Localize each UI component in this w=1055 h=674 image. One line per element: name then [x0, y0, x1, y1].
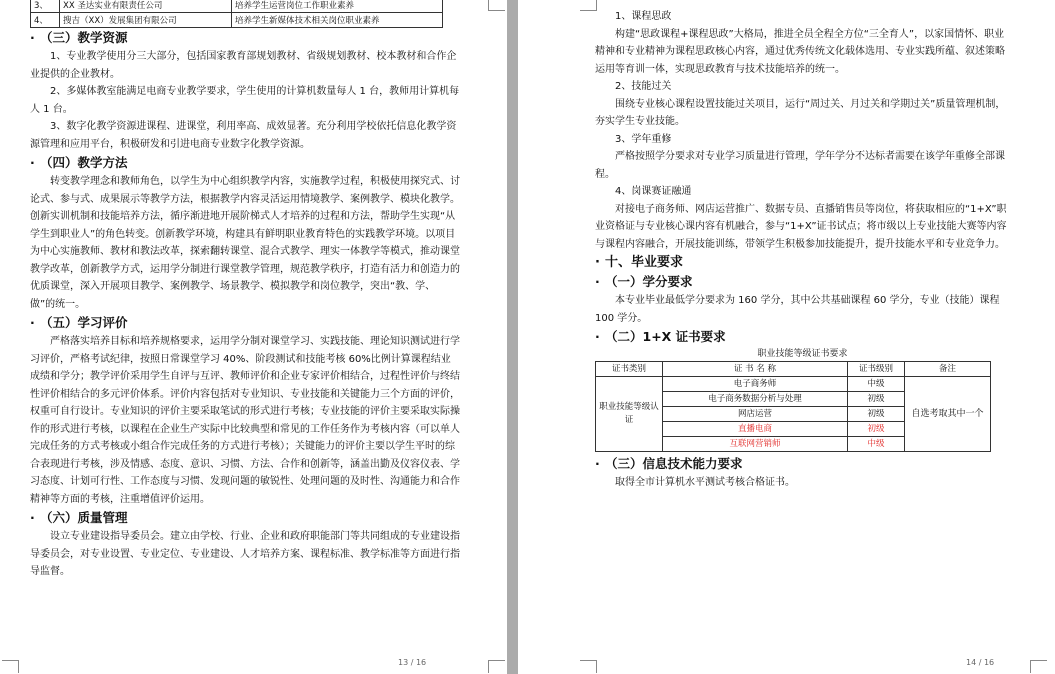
crop-mark — [488, 0, 505, 11]
table-cell: 搜吉（XX）发展集团有限公司 — [60, 13, 232, 28]
table-cell: 网店运营 — [663, 407, 848, 422]
crop-mark — [2, 660, 19, 673]
crop-mark — [488, 660, 505, 673]
document-page-14 — [518, 0, 1055, 674]
page-number: 14 / 16 — [966, 658, 995, 667]
paragraph: 设立专业建设指导委员会。建立由学校、行业、企业和政府职能部门等共同组成的专业建设指导委员会，对专业设置、专业定位、专业建设、人才培养方案、课程标准、教学标准等方面进行指导监督。 — [30, 531, 460, 577]
table-cell: 培养学生运营岗位工作职业素养 — [232, 0, 443, 13]
certificate-table — [595, 361, 991, 452]
paragraph: 本专业毕业最低学分要求为 160 学分，其中公共基础课程 60 学分，专业（技能）课程 100 学分。 — [595, 295, 1000, 324]
table-cell: 3、 — [31, 0, 60, 13]
page-content — [30, 0, 460, 581]
table-cell: 直播电商 — [663, 422, 848, 437]
table-row — [596, 377, 991, 392]
item-title: 1、课程思政 — [615, 11, 672, 22]
table-header: 证 书 名 称 — [663, 362, 848, 377]
table-cell: 培养学生新媒体技术相关岗位职业素养 — [232, 13, 443, 28]
document-page-13 — [0, 0, 507, 674]
paragraph: 对接电子商务师、网店运营推广、数据专员、直播销售员等岗位，将获取相应的“1+X”职业资格证与专业核心课内容有机融合，参与“1+X”证书试点；将市级以上专业技能大赛等内容与课程内容融合，开展技能训练，带领学生积极参加技能提升，提升技能水平和专业竞争力。 — [595, 203, 1007, 250]
table-cell: 初级 — [848, 392, 905, 407]
crop-mark — [580, 660, 597, 673]
crop-mark — [1030, 660, 1047, 673]
item-title: 2、技能过关 — [615, 81, 672, 92]
table-cell: 中级 — [848, 377, 905, 392]
paragraph: 严格按照学分要求对专业学习质量进行管理，学年学分不达标者需要在该学年重修全部课程。 — [595, 151, 1005, 180]
chapter-heading: · 十、毕业要求 — [595, 255, 684, 270]
paragraph: 严格落实培养目标和培养规格要求，运用学分制对课堂学习、实践技能、理论知识测试进行学习评价，严格考试纪律，按照日常课堂学习 40%、阶段测试和技能考核 60%比例计算课程结业成绩和学分；教学评价采用学生自评与互评、教师评价和企业专家评价相结合，过程性评价与终结性评价相结合的多元评价体系。评价内容包括对专业知识、专业技能和关键能力三个方面的评价，权重可自行设计。专业知识的评价主要采取笔试的形式进行考核；专业技能的评价主要采取实际操作的形式进行考核，以课程在企业生产实际中比较典型和常见的工作任务作为考核内容（可以单人完成任务的方式考核或小组合作完成任务的方式进行考核）；关键能力的评价主要以学生平时的综合表现进行考核，涉及情感、态度、意识、习惯、方法、合作和创新等，涵盖出勤及仪容仪表、学习态度、计划可行性、工作态度与习惯、发现问题的敏锐性、处理问题的及时性、沟通能力和合作精神等方面的考核，注重增值评价运用。 — [30, 336, 460, 505]
paragraph: 围绕专业核心课程设置技能过关项目，运行“周过关、月过关和学期过关”质量管理机制，夯实学生专业技能。 — [595, 98, 1006, 127]
table-header: 证书级别 — [848, 362, 905, 377]
paragraph: 转变教学理念和教师角色，以学生为中心组织教学内容，实施教学过程，积极使用探究式、讨论式、参与式、成果展示等教学方法，根据教学内容灵活运用情境教学、案例教学、模块化教学。创新实训机制和技能培养方法，循序渐进地开展阶梯式人才培养的过程和方法，帮助学生实现“从学生到职业人”的角色转变。创新教学环境，构建具有鲜明职业教育特色的实践教学环境。以项目为中心实施教师、教材和教法改革，探索翻转课堂、混合式教学、理实一体教学等模式，推动课堂教学改革，创新教学方式，运用学分制进行课堂教学管理，规范教学秩序，打造有活力和创造力的优质课堂，深入开展项目教学、案例教学、场景教学、模拟教学和岗位教学，突出“教、学、做”的统一。 — [30, 176, 460, 310]
table-caption: 职业技能等级证书要求 — [757, 349, 848, 359]
item-title: 4、岗课赛证融通 — [615, 186, 692, 197]
table-row — [31, 13, 443, 28]
paragraph: 取得全市计算机水平测试考核合格证书。 — [615, 477, 795, 488]
table-cell: XX 圣达实业有限责任公司 — [60, 0, 232, 13]
table-cell: 初级 — [848, 407, 905, 422]
section-heading: · （二）1+X 证书要求 — [595, 329, 726, 344]
table-cell: 初级 — [848, 422, 905, 437]
page-number: 13 / 16 — [398, 658, 427, 667]
table-cell: 自选考取其中一个 — [905, 377, 991, 452]
section-heading: · （四）教学方法 — [30, 155, 128, 170]
table-row — [31, 0, 443, 13]
paragraph: 3、数字化教学资源进课程、进课堂，利用率高、成效显著。充分利用学校依托信息化教学资源管理和应用平台，积极研发和引进电商专业数字化教学资源。 — [30, 121, 457, 150]
section-heading: · （三）教学资源 — [30, 30, 128, 45]
paragraph: 构建“思政课程+课程思政”大格局，推进全员全程全方位“三全育人”，以家国情怀、职业精神和专业精神为课程思政核心内容，通过优秀传统文化载体选用、专业实践所蕴、叙述策略运用等育训一体，实现思政教育与技术技能培养的统一。 — [595, 28, 1005, 75]
item-title: 3、学年重修 — [615, 133, 672, 145]
table-cell: 职业技能等级认证 — [596, 377, 663, 452]
section-heading: · （一）学分要求 — [595, 274, 693, 289]
table-header: 证书类别 — [596, 362, 663, 377]
section-heading: · （三）信息技术能力要求 — [595, 456, 743, 471]
table-header-row — [596, 362, 991, 377]
page-content — [595, 0, 1010, 492]
paragraph: 2、多媒体教室能满足电商专业教学要求，学生使用的计算机数量每人 1 台，教师用计算机每人 1 台。 — [30, 86, 460, 115]
section-heading: · （五）学习评价 — [30, 315, 128, 330]
table-cell: 中级 — [848, 437, 905, 452]
partner-table — [30, 0, 443, 28]
paragraph: 1、专业教学使用分三大部分，包括国家教育部规划教材、省级规划教材、校本教材和合作企业提供的企业教材。 — [30, 51, 457, 80]
table-cell: 电子商务数据分析与处理 — [663, 392, 848, 407]
section-heading: · （六）质量管理 — [30, 510, 128, 525]
table-cell: 电子商务师 — [663, 377, 848, 392]
table-header: 备注 — [905, 362, 991, 377]
table-cell: 互联网营销师 — [663, 437, 848, 452]
table-cell: 4、 — [31, 13, 60, 28]
